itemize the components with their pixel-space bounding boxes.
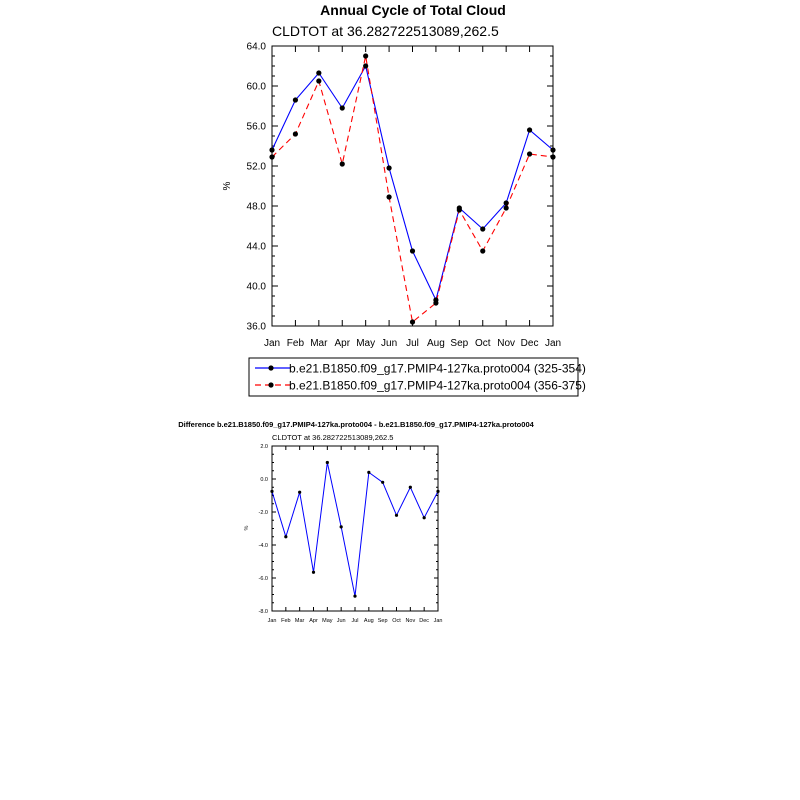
main-xtick-label: Dec bbox=[520, 338, 539, 349]
diff-xtick-label: May bbox=[322, 618, 333, 624]
diff-series-1-point bbox=[409, 486, 412, 489]
main-series-2-point bbox=[340, 161, 345, 166]
main-series-2-point bbox=[293, 131, 298, 136]
main-series-1-point bbox=[340, 105, 345, 110]
main-title: Annual Cycle of Total Cloud bbox=[320, 2, 506, 18]
main-xtick-label: Mar bbox=[310, 338, 328, 349]
main-series-1-point bbox=[269, 147, 274, 152]
legend bbox=[249, 358, 586, 396]
main-xtick-label: May bbox=[356, 338, 376, 349]
main-xtick-label: Feb bbox=[286, 338, 305, 349]
legend-label-series-2: b.e21.B1850.f09_g17.PMIP4-127ka.proto004 (356-375) bbox=[289, 378, 586, 393]
diff-plot-frame bbox=[272, 446, 438, 611]
main-series-1-point bbox=[386, 165, 391, 170]
main-subtitle: CLDTOT at 36.282722513089,262.5 bbox=[272, 23, 499, 39]
diff-xtick-label: Dec bbox=[419, 618, 430, 624]
main-series-1-point bbox=[363, 63, 368, 68]
legend-marker-series-2 bbox=[268, 382, 273, 387]
diff-xtick-label: Jul bbox=[351, 618, 359, 624]
main-series-2-point bbox=[363, 53, 368, 58]
diff-ytick-label: -6.0 bbox=[258, 575, 268, 582]
main-xtick-label: Sep bbox=[450, 338, 469, 349]
diff-xtick-label: Jan bbox=[267, 618, 277, 624]
diff-xtick-label: Mar bbox=[294, 618, 305, 624]
main-ytick-label: 56.0 bbox=[246, 121, 266, 133]
diff-series-1-point bbox=[353, 595, 356, 598]
main-xtick-label: Apr bbox=[334, 338, 351, 349]
main-series-2-point bbox=[480, 248, 485, 253]
diff-xtick-label: Jan bbox=[433, 618, 443, 624]
diff-series-1-point bbox=[436, 490, 439, 493]
main-ytick-label: 60.0 bbox=[246, 81, 266, 93]
main-ytick-label: 40.0 bbox=[246, 281, 266, 293]
diff-xtick-label: Jun bbox=[336, 618, 346, 624]
diff-ytick-label: 0.0 bbox=[260, 476, 268, 483]
main-series-2-point bbox=[527, 151, 532, 156]
diff-series-1-point bbox=[270, 490, 273, 493]
diff-ytick-label: 2.0 bbox=[260, 443, 268, 450]
main-ytick-label: 44.0 bbox=[246, 241, 266, 253]
legend-marker-series-1 bbox=[268, 365, 273, 370]
main-series-1-point bbox=[504, 200, 509, 205]
diff-ytick-label: -4.0 bbox=[258, 542, 268, 549]
diff-series-group bbox=[270, 461, 439, 598]
main-series-2-point bbox=[269, 154, 274, 159]
main-ytick-label: 64.0 bbox=[246, 41, 266, 53]
main-xtick-label: Jan bbox=[263, 338, 281, 349]
main-xtick-label: Jun bbox=[381, 338, 398, 349]
main-series-2-point bbox=[550, 154, 555, 159]
diff-xtick-label: Nov bbox=[405, 618, 416, 624]
main-series-1-point bbox=[410, 248, 415, 253]
main-series-2-point bbox=[316, 78, 321, 83]
legend-label-series-1: b.e21.B1850.f09_g17.PMIP4-127ka.proto004 (325-354) bbox=[289, 361, 586, 376]
main-series-2-point bbox=[433, 300, 438, 305]
diff-xtick-label: Feb bbox=[281, 618, 291, 624]
diff-title: Difference b.e21.B1850.f09_g17.PMIP4-127ka.proto004 - b.e21.B1850.f09_g17.PMIP4-127ka.proto004 bbox=[178, 420, 534, 429]
main-series-2-point bbox=[410, 319, 415, 324]
diff-subtitle: CLDTOT at 36.282722513089,262.5 bbox=[272, 433, 394, 442]
diff-ylabel: % bbox=[244, 525, 250, 531]
diff-ytick-label: -2.0 bbox=[258, 509, 268, 516]
diff-series-1-point bbox=[312, 571, 315, 574]
main-ylabel: % bbox=[222, 181, 233, 191]
diff-xtick-label: Apr bbox=[309, 618, 318, 624]
main-xtick-label: Jan bbox=[544, 338, 562, 349]
diff-series-1-point bbox=[367, 471, 370, 474]
diff-series-1-point bbox=[298, 491, 301, 494]
main-xtick-label: Nov bbox=[497, 338, 516, 349]
diff-series-1-point bbox=[395, 514, 398, 517]
main-series-2-point bbox=[457, 207, 462, 212]
main-axis-ticks bbox=[247, 42, 562, 350]
diff-series-1-point bbox=[423, 516, 426, 519]
main-ytick-label: 48.0 bbox=[246, 201, 266, 213]
main-xtick-label: Aug bbox=[427, 338, 445, 349]
main-xtick-label: Oct bbox=[474, 338, 491, 349]
main-series-1-point bbox=[550, 147, 555, 152]
main-series-1-point bbox=[527, 127, 532, 132]
main-series-group bbox=[269, 53, 555, 324]
diff-xtick-label: Aug bbox=[363, 618, 374, 624]
main-ytick-label: 36.0 bbox=[246, 321, 266, 333]
diff-series-1-point bbox=[381, 481, 384, 484]
main-ytick-label: 52.0 bbox=[246, 161, 266, 173]
diff-xtick-label: Sep bbox=[377, 618, 388, 624]
main-series-2-point bbox=[386, 194, 391, 199]
main-series-1-point bbox=[480, 226, 485, 231]
main-series-1-line bbox=[272, 66, 553, 300]
main-series-1-point bbox=[316, 70, 321, 75]
diff-series-1-point bbox=[284, 535, 287, 538]
diff-axis-ticks bbox=[259, 444, 443, 624]
diff-series-1-point bbox=[340, 525, 343, 528]
main-series-2-point bbox=[504, 205, 509, 210]
main-plot-frame bbox=[272, 46, 553, 326]
diff-ytick-label: -8.0 bbox=[258, 608, 268, 615]
main-series-1-point bbox=[293, 97, 298, 102]
diff-xtick-label: Oct bbox=[392, 618, 401, 624]
diff-series-1-point bbox=[326, 461, 329, 464]
diff-series-1-line bbox=[272, 463, 438, 597]
main-xtick-label: Jul bbox=[406, 338, 419, 349]
